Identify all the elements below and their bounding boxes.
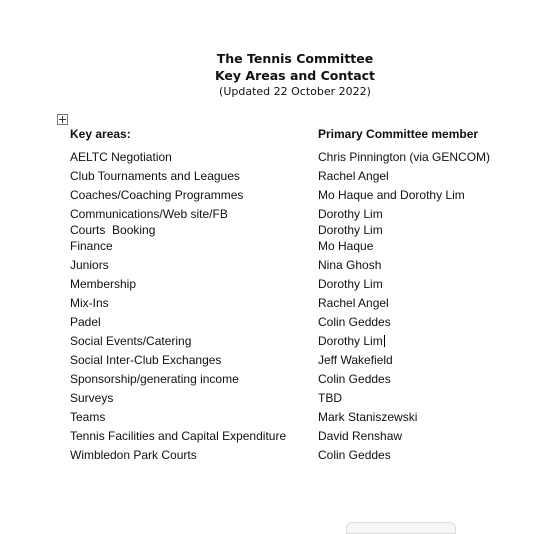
key-area-cell: Courts Booking bbox=[70, 223, 156, 237]
key-area-cell: Finance bbox=[70, 239, 113, 253]
member-cell-editing[interactable] bbox=[318, 333, 385, 349]
table-row bbox=[0, 222, 560, 238]
member-cell: Colin Geddes bbox=[318, 372, 391, 386]
member-cell: TBD bbox=[318, 391, 342, 405]
key-area-cell: Teams bbox=[70, 410, 106, 424]
member-cell: David Renshaw bbox=[318, 429, 403, 443]
member-cell: Colin Geddes bbox=[318, 448, 391, 462]
table-row bbox=[0, 257, 560, 273]
table-row bbox=[0, 333, 560, 349]
key-area-cell: Padel bbox=[70, 315, 101, 329]
member-cell: Mo Haque bbox=[318, 239, 374, 253]
document-subtitle: Key Areas and Contact bbox=[214, 68, 376, 83]
key-area-cell: Juniors bbox=[70, 258, 109, 272]
key-area-cell: Tennis Facilities and Capital Expenditure bbox=[70, 429, 287, 443]
table-row bbox=[0, 238, 560, 254]
member-cell: Mo Haque and Dorothy Lim bbox=[318, 188, 465, 202]
updated-date: (Updated 22 October 2022) bbox=[219, 85, 371, 98]
member-cell: Jeff Wakefield bbox=[318, 353, 393, 367]
floating-panel-edge bbox=[346, 522, 456, 534]
member-cell: Nina Ghosh bbox=[318, 258, 382, 272]
table-row bbox=[0, 409, 560, 425]
table-row bbox=[0, 447, 560, 463]
key-area-cell: Club Tournaments and Leagues bbox=[70, 169, 240, 183]
table-row bbox=[0, 276, 560, 292]
key-area-cell: Social Inter-Club Exchanges bbox=[70, 353, 222, 367]
table-row bbox=[0, 352, 560, 368]
member-cell: Dorothy Lim bbox=[318, 207, 383, 221]
member-cell: Colin Geddes bbox=[318, 315, 391, 329]
member-cell: Mark Staniszewski bbox=[318, 410, 418, 424]
document-title: The Tennis Committee bbox=[216, 51, 374, 66]
table-row bbox=[0, 206, 560, 222]
key-area-cell: Membership bbox=[70, 277, 137, 291]
key-area-cell: Social Events/Catering bbox=[70, 334, 192, 348]
key-area-cell: Surveys bbox=[70, 391, 114, 405]
table-move-handle-icon[interactable] bbox=[57, 114, 68, 125]
text-cursor bbox=[384, 335, 385, 347]
key-area-cell: Sponsorship/generating income bbox=[70, 372, 239, 386]
member-cell: Dorothy Lim bbox=[318, 223, 383, 237]
table-row bbox=[0, 428, 560, 444]
table-row bbox=[0, 295, 560, 311]
member-cell: Rachel Angel bbox=[318, 169, 389, 183]
key-area-cell: Wimbledon Park Courts bbox=[70, 448, 197, 462]
key-area-cell: Mix-Ins bbox=[70, 296, 109, 310]
table-row bbox=[0, 314, 560, 330]
column-header-committee-member: Primary Committee member bbox=[318, 127, 479, 141]
member-cell: Chris Pinnington (via GENCOM) bbox=[318, 150, 491, 164]
member-cell: Dorothy Lim bbox=[318, 277, 383, 291]
table-row bbox=[0, 371, 560, 387]
table-row bbox=[0, 149, 560, 165]
key-area-cell: Communications/Web site/FB bbox=[70, 207, 228, 221]
table-row bbox=[0, 168, 560, 184]
table-row bbox=[0, 187, 560, 203]
column-header-key-areas: Key areas: bbox=[70, 127, 131, 141]
table-row bbox=[0, 390, 560, 406]
key-area-cell: AELTC Negotiation bbox=[70, 150, 172, 164]
member-cell: Rachel Angel bbox=[318, 296, 389, 310]
key-area-cell: Coaches/Coaching Programmes bbox=[70, 188, 244, 202]
member-cell-text: Dorothy Lim bbox=[318, 334, 383, 348]
document-header bbox=[0, 50, 560, 100]
